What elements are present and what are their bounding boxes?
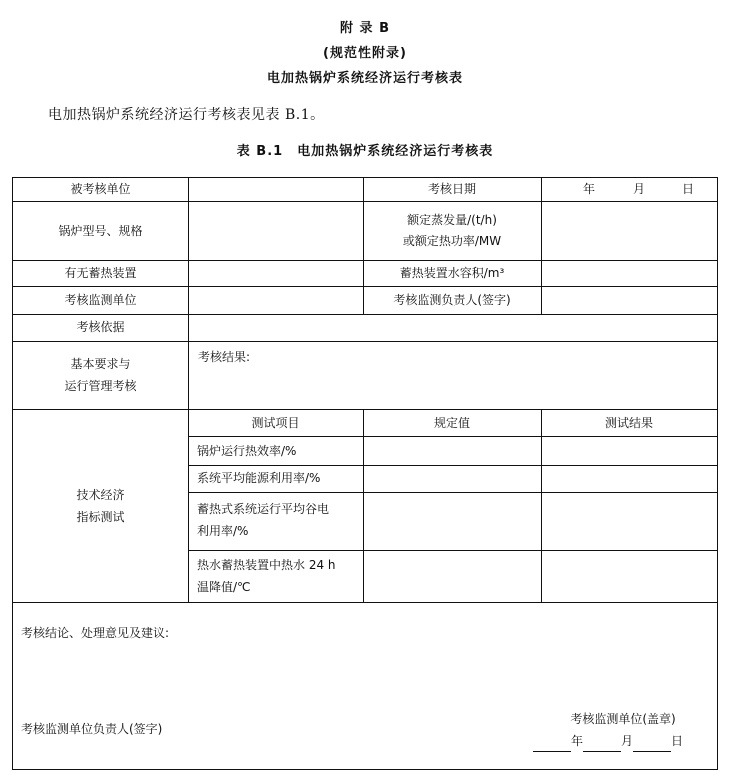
seal-day: 日 xyxy=(671,734,684,748)
result-efficiency-field[interactable] xyxy=(542,437,717,465)
rated-capacity-field[interactable] xyxy=(541,202,717,260)
date-label: 考核日期 xyxy=(427,182,476,196)
appendix-title: 电加热锅炉系统经济运行考核表 xyxy=(266,71,463,86)
assessment-result-field[interactable] xyxy=(189,342,717,409)
seal-year-blank[interactable] xyxy=(533,737,571,752)
spec-valley-field[interactable] xyxy=(364,493,541,550)
technical-test-label-line1: 技术经济 xyxy=(76,488,125,502)
rated-capacity-label-line2: 或额定热功率/MW xyxy=(402,234,502,248)
storage-volume-field[interactable] xyxy=(541,261,717,286)
seal-date[interactable] xyxy=(533,730,717,752)
test-item-header: 测试项目 xyxy=(251,416,300,430)
unit-field[interactable] xyxy=(189,178,363,201)
unit-label: 被考核单位 xyxy=(70,182,131,196)
appendix-nature: (规范性附录) xyxy=(323,46,407,61)
basic-requirements-label-line1: 基本要求与 xyxy=(70,357,131,371)
result-energy-field[interactable] xyxy=(542,466,717,492)
test-item-energy-utilization: 系统平均能源利用率/% xyxy=(197,471,321,485)
seal-year: 年 xyxy=(571,734,584,748)
assessment-result-label: 考核结果: xyxy=(198,350,251,364)
basis-label: 考核依据 xyxy=(76,320,125,334)
seal-label: 考核监测单位(盖章) xyxy=(570,712,676,726)
result-valley-field[interactable] xyxy=(542,493,717,550)
basis-field[interactable] xyxy=(189,315,717,341)
technical-test-label-line2: 指标测试 xyxy=(76,510,125,524)
date-field[interactable] xyxy=(541,178,717,201)
conclusion-field[interactable] xyxy=(21,648,709,708)
conclusion-label: 考核结论、处理意见及建议: xyxy=(21,626,170,640)
test-item-valley-electricity-line2: 利用率/% xyxy=(197,524,249,538)
signer-label: 考核监测单位负责人(签字) xyxy=(21,722,163,736)
basic-requirements-label-line2: 运行管理考核 xyxy=(64,379,137,393)
intro-text: 电加热锅炉系统经济运行考核表见表 B.1。 xyxy=(48,107,325,123)
date-year: 年 xyxy=(583,182,596,196)
spec-value-header: 规定值 xyxy=(433,416,470,430)
monitor-person-field[interactable] xyxy=(541,287,717,314)
monitor-person-label: 考核监测负责人(签字) xyxy=(393,293,511,307)
test-item-temperature-drop-line1: 热水蓄热装置中热水 24 h xyxy=(197,558,336,572)
date-day: 日 xyxy=(682,182,695,196)
test-item-efficiency: 锅炉运行热效率/% xyxy=(197,444,297,458)
row-divider xyxy=(13,409,717,410)
monitor-unit-field[interactable] xyxy=(189,287,363,314)
seal-day-blank[interactable] xyxy=(633,737,671,752)
spec-energy-field[interactable] xyxy=(364,466,541,492)
test-result-header: 测试结果 xyxy=(604,416,653,430)
storage-volume-label: 蓄热装置水容积/m³ xyxy=(399,266,505,280)
storage-device-label: 有无蓄热装置 xyxy=(64,266,137,280)
date-month: 月 xyxy=(633,182,646,196)
storage-device-field[interactable] xyxy=(189,261,363,286)
rated-capacity-label-line1: 额定蒸发量/(t/h) xyxy=(407,213,497,227)
spec-temperature-field[interactable] xyxy=(364,551,541,602)
boiler-model-label: 锅炉型号、规格 xyxy=(58,224,143,238)
boiler-model-field[interactable] xyxy=(189,202,363,260)
appendix-heading: 附 录 B xyxy=(340,21,390,36)
test-item-valley-electricity-line1: 蓄热式系统运行平均谷电 xyxy=(197,502,330,516)
result-temperature-field[interactable] xyxy=(542,551,717,602)
table-caption: 表 B.1 电加热锅炉系统经济运行考核表 xyxy=(236,144,494,159)
test-item-temperature-drop-line2: 温降值/℃ xyxy=(197,580,251,594)
spec-efficiency-field[interactable] xyxy=(364,437,541,465)
assessment-form-table xyxy=(12,177,718,770)
seal-month: 月 xyxy=(621,734,634,748)
monitor-unit-label: 考核监测单位 xyxy=(64,293,137,307)
seal-month-blank[interactable] xyxy=(583,737,621,752)
row-divider xyxy=(13,602,717,603)
